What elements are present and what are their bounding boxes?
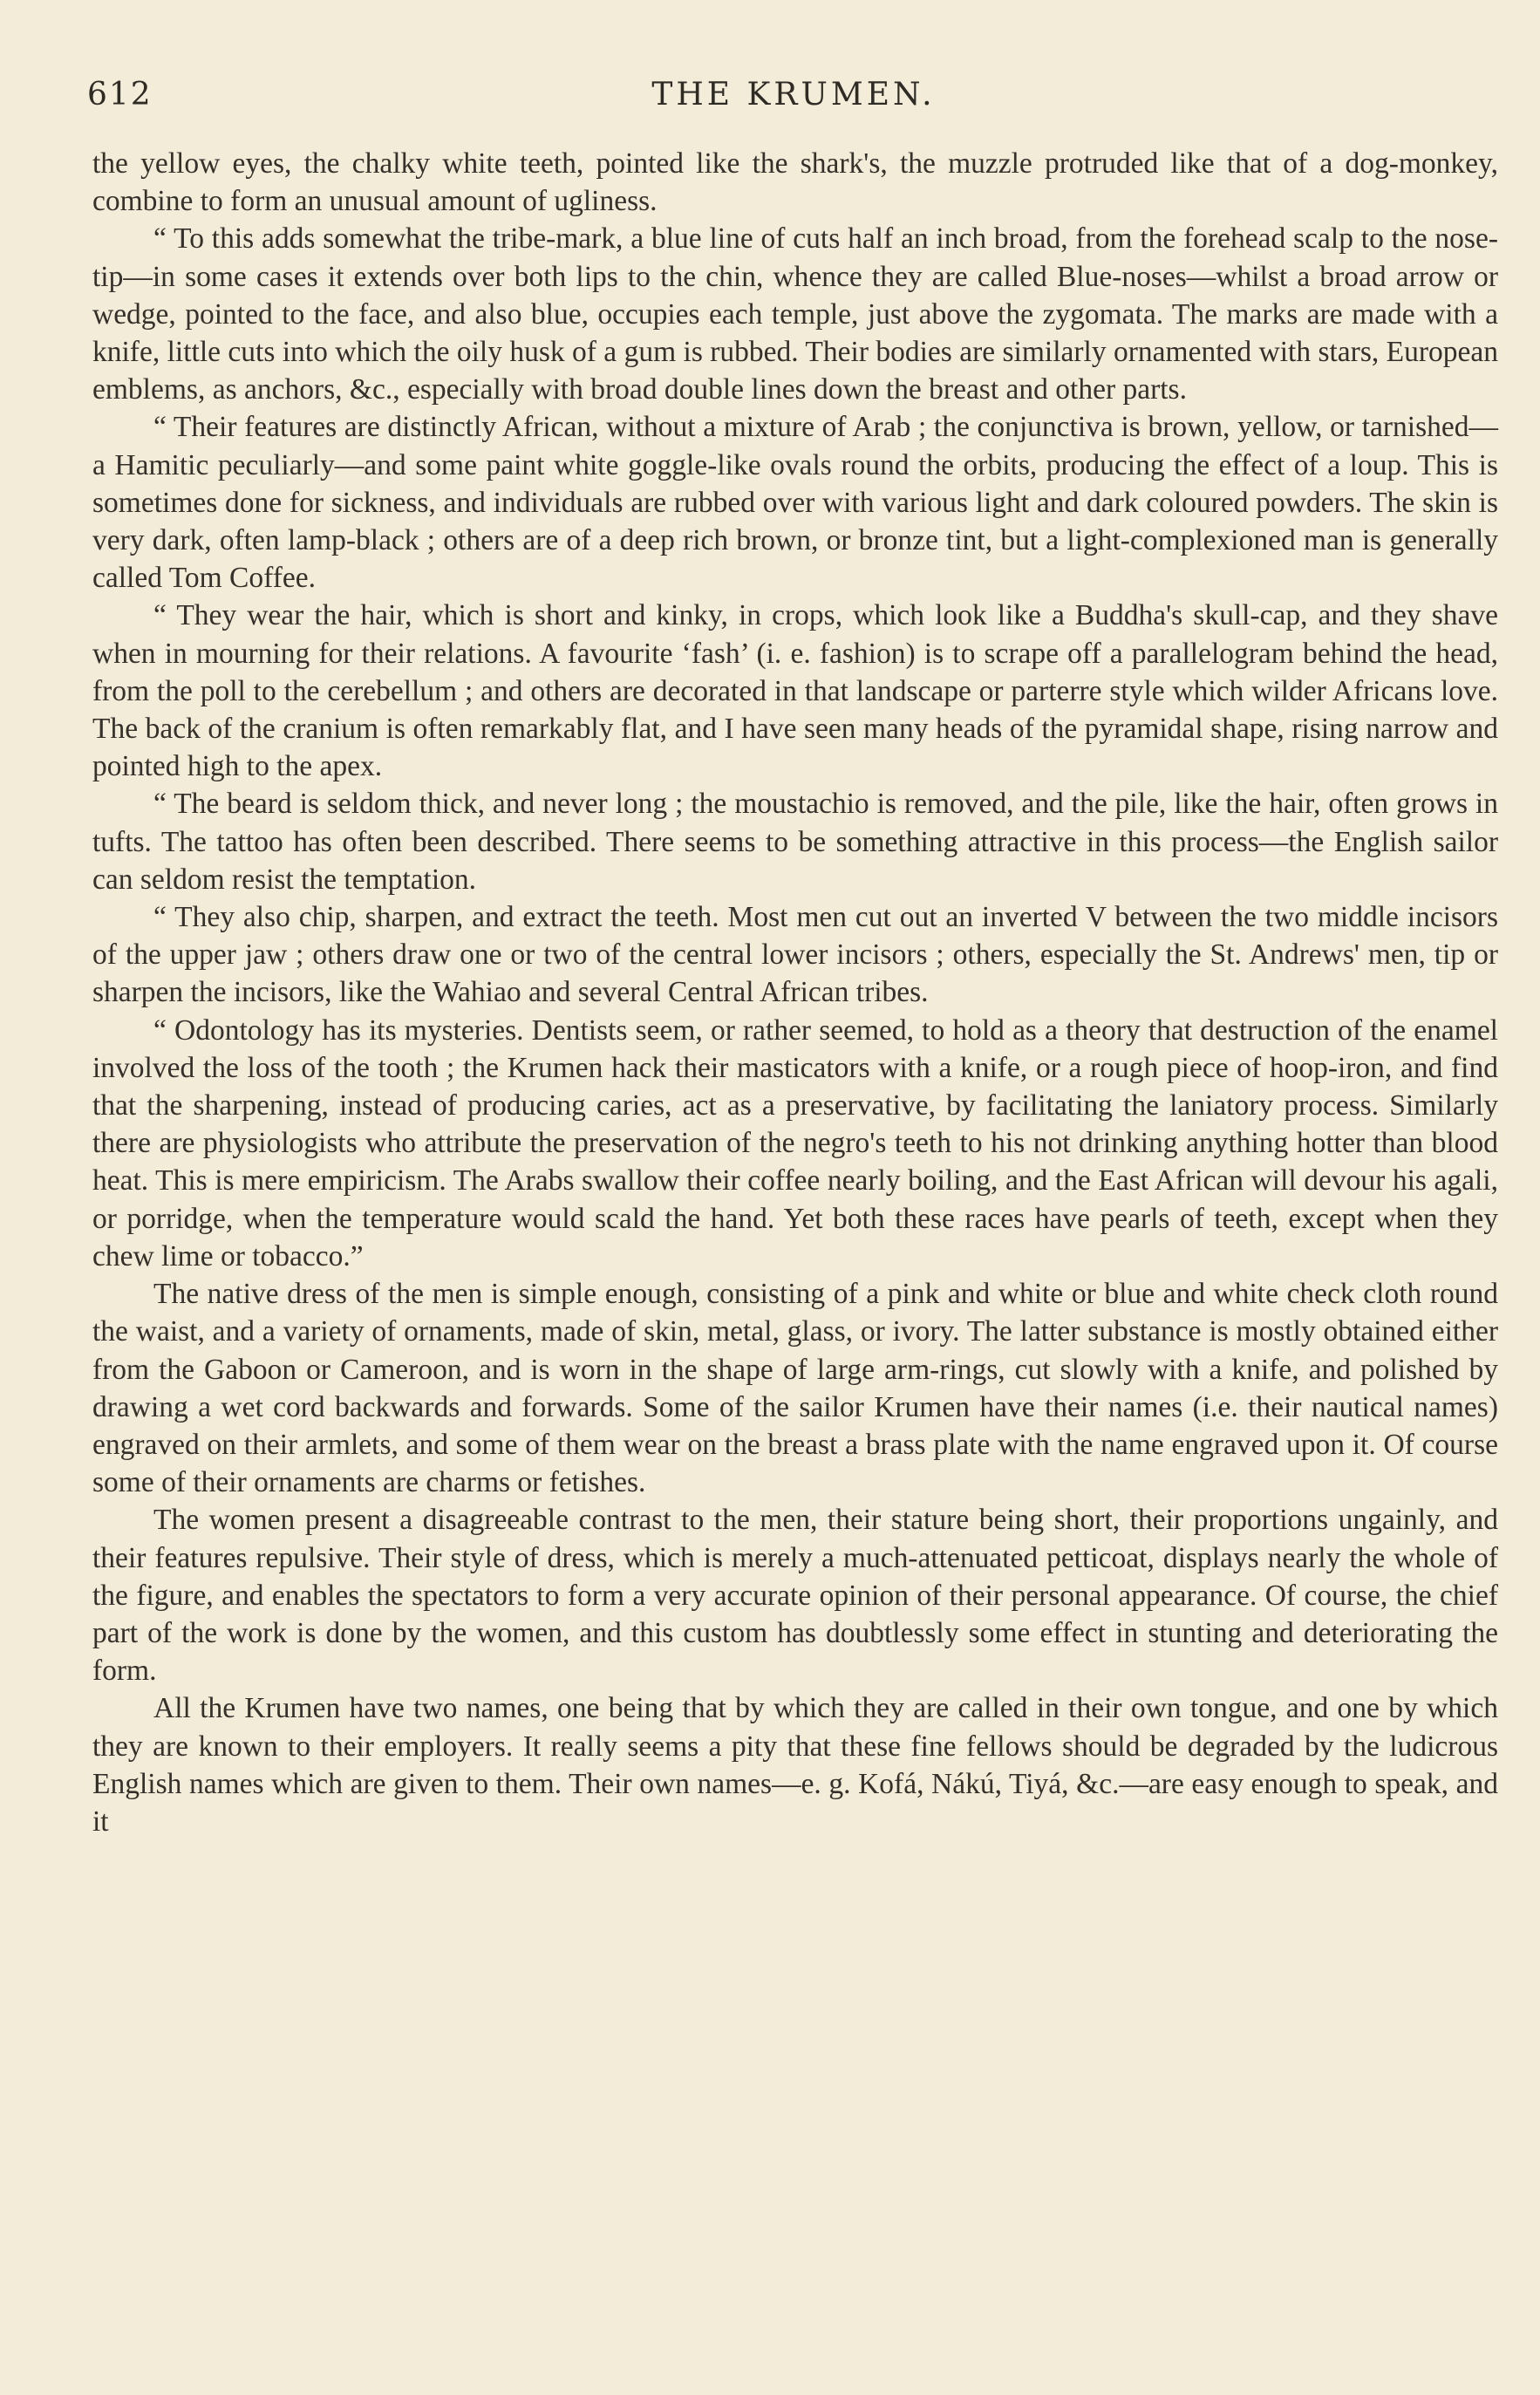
paragraph-7: “ Odontology has its mysteries. Dentists seem, or rather seemed, to hold as a theory that destruction of the enamel involved the loss of the tooth ; the Krumen hack their masticators with a knife, or a rough piece of hoop-iron, and find that the sharpening, instead of producing caries, act as a preservative, by facilitating the laniatory process. Similarly there are physiologists who attribute the preservation of the negro's teeth to his not drinking anything hotter than blood heat. This is mere empiricism. The Arabs swallow their coffee nearly boiling, and the East African will devour his agali, or porridge, when the temperature would scald the hand. Yet both these races have pearls of teeth, except when they chew lime or tobacco.” bbox=[92, 1013, 1498, 1273]
body-text bbox=[92, 145, 1498, 1840]
paragraph-6: “ They also chip, sharpen, and extract the teeth. Most men cut out an inverted V between the two middle incisors of the upper jaw ; others draw one or two of the central lower incisors ; others, especially the St. Andrews' men, tip or sharpen the incisors, like the Wahiao and several Central African tribes. bbox=[92, 901, 1498, 1009]
paragraph-5: “ The beard is seldom thick, and never long ; the moustachio is removed, and the pile, like the hair, often grows in tufts. The tattoo has often been described. There seems to be something attractive in this process—the English sailor can seldom resist the temptation. bbox=[92, 788, 1498, 896]
paragraph-4: “ They wear the hair, which is short and kinky, in crops, which look like a Buddha's skull-cap, and they shave when in mourning for their relations. A favourite ‘fash’ (i. e. fashion) is to scrape off a parallelogram behind the head, from the poll to the cerebellum ; and others are decorated in that landscape or parterre style which wilder Africans love. The back of the cranium is often remarkably flat, and I have seen many heads of the pyramidal shape, rising narrow and pointed high to the apex. bbox=[92, 599, 1498, 783]
paragraph-9: The women present a disagreeable contrast to the men, their stature being short, their proportions ungainly, and their features repulsive. Their style of dress, which is merely a much-attenuated petticoat, displays nearly the whole of the figure, and enables the spectators to form a very accurate opinion of their personal appearance. Of course, the chief part of the work is done by the women, and this custom has doubtlessly some effect in stunting and deteriorating the form. bbox=[92, 1504, 1498, 1688]
page-number: 612 bbox=[87, 77, 153, 113]
paragraph-2: “ To this adds somewhat the tribe-mark, a blue line of cuts half an inch broad, from the forehead scalp to the nose-tip—in some cases it extends over both lips to the chin, whence they are called Blue-noses—whilst a broad arrow or wedge, pointed to the face, and also blue, occupies each temple, just above the zygomata. The marks are made with a knife, little cuts into which the oily husk of a gum is rubbed. Their bodies are similarly ornamented with stars, European emblems, as anchors, &c., especially with broad double lines down the breast and other parts. bbox=[92, 222, 1498, 406]
running-title: THE KRUMEN. bbox=[651, 77, 936, 113]
paragraph-10: All the Krumen have two names, one being that by which they are called in their own tongue, and one by which they are known to their employers. It really seems a pity that these fine fellows should be degraded by the ludicrous English names which are given to them. Their own names—e. g. Kofá, Nákú, Tiyá, &c.—are easy enough to speak, and it bbox=[92, 1692, 1498, 1838]
paragraph-1: the yellow eyes, the chalky white teeth, pointed like the shark's, the muzzle protruded like that of a dog-monkey, combine to form an unusual amount of ugliness. bbox=[92, 147, 1498, 218]
paragraph-8: The native dress of the men is simple enough, consisting of a pink and white or blue and white check cloth round the waist, and a variety of ornaments, made of skin, metal, glass, or ivory. The latter substance is mostly obtained either from the Gaboon or Cameroon, and is worn in the shape of large arm-rings, cut slowly with a knife, and polished by drawing a wet cord backwards and forwards. Some of the sailor Krumen have their names (i.e. their nautical names) engraved on their armlets, and some of them wear on the breast a brass plate with the name engraved upon it. Of course some of their ornaments are charms or fetishes. bbox=[92, 1278, 1498, 1499]
page-header bbox=[87, 77, 1500, 120]
paragraph-3: “ Their features are distinctly African, without a mixture of Arab ; the conjunctiva is brown, yellow, or tarnished—a Hamitic peculiarly—and some paint white goggle-like ovals round the orbits, producing the effect of a loup. This is sometimes done for sickness, and individuals are rubbed over with various light and dark coloured powders. The skin is very dark, often lamp-black ; others are of a deep rich brown, or bronze tint, but a light-complexioned man is generally called Tom Coffee. bbox=[92, 411, 1498, 595]
